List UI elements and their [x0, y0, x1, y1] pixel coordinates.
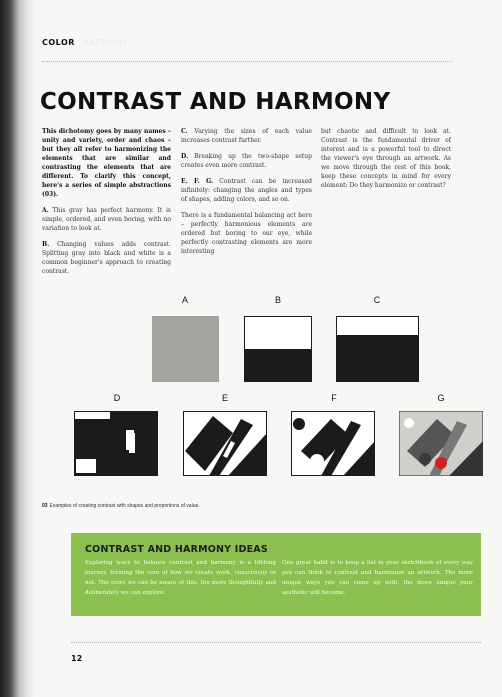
- text-c: Varying the sizes of each value increases contrast further.: [181, 128, 312, 144]
- caption-number: 03: [42, 503, 48, 509]
- page-title: CONTRAST AND HARMONY: [40, 89, 391, 115]
- ideas-box-column-2: One great habit is to keep a list in your sketchbook of every way you can think to contrast and harmonize an artwork. The more unique ways you can come up with, the more unique your aesthetic will become.: [282, 560, 473, 596]
- figure-label-c: C: [373, 295, 381, 305]
- figure-caption: [42, 503, 200, 509]
- figure-d-broken-shapes: [74, 411, 158, 476]
- caption-text: Examples of creating contrast with shapes and proportions of value.: [49, 503, 200, 509]
- paragraph-b: [42, 240, 171, 276]
- page-number: 12: [71, 654, 83, 663]
- paragraph-efg: [181, 177, 312, 204]
- figure-c-weighted-square: [336, 316, 419, 382]
- text-b: Changing values adds contrast. Splitting gray into black and white is a common beginner's approach to creating contrast.: [42, 241, 171, 275]
- figure-label-b: B: [274, 295, 281, 305]
- text-column-1: [42, 127, 171, 283]
- section-label: COLOR: [42, 38, 75, 47]
- lead-c: C.: [181, 128, 188, 135]
- section-header: [42, 38, 128, 47]
- paragraph-a: [42, 206, 171, 233]
- lead-b: B.: [42, 241, 50, 248]
- ideas-box-column-1: Exploring ways to balance contrast and harmony is a lifelong journey, forming the core of how we create work, consciously or not. The more we can be aware of this, the more thoughtfully and deliberately we can explore.: [85, 560, 276, 596]
- figure-f-mixed-shapes: [291, 411, 375, 476]
- section-ghost-label: HARMONY: [82, 38, 128, 47]
- lead-efg: E. F. G.: [181, 178, 214, 185]
- figure-e-angled-shapes: [183, 411, 267, 476]
- intro-paragraph: This dichotomy goes by many names – unity and variety, order and chaos – but they all refer to harmonizing the elements that are similar and contrasting the elements that are different. To clarify this concept, here's a series of simple abstractions (03).: [42, 128, 171, 198]
- lead-d: D.: [181, 153, 189, 160]
- header-divider: [42, 61, 452, 62]
- figure-label-f: F: [331, 393, 337, 403]
- figure-a-gray-square: [152, 316, 219, 382]
- figure-g-color-shapes: [399, 411, 483, 476]
- figure-label-g: G: [437, 393, 445, 403]
- ideas-box: [71, 533, 481, 616]
- figure-b-split-square: [244, 316, 312, 382]
- text-d: Breaking up the two-shape setup creates even more contrast.: [181, 153, 312, 169]
- paragraph-contrast: but chaotic and difficult to look at. Contrast is the fundamental driver of interest and is a powerful tool to direct the viewer's eye through an artwork. As we move through the rest of this book, keep these concepts in mind for every element: Do they harmonize or contrast?: [321, 128, 451, 189]
- ideas-box-title: CONTRAST AND HARMONY IDEAS: [85, 544, 268, 555]
- figure-label-e: E: [221, 393, 228, 403]
- book-spine: [0, 0, 34, 697]
- text-efg: Contrast can be increased infinitely: changing the angles and types of shapes, adding colors, and so on.: [181, 178, 312, 203]
- paragraph-balance: There is a fundamental balancing act here – perfectly harmonious elements are ordered but boring to our eye, while perfectly contrasting elements are more interesting: [181, 212, 312, 255]
- paragraph-c: [181, 127, 312, 145]
- text-column-2: [181, 127, 312, 263]
- figure-label-d: D: [113, 393, 121, 403]
- paragraph-d: [181, 152, 312, 170]
- text-column-3: [321, 127, 451, 197]
- text-a: This gray has perfect harmony. It is simple, ordered, and even boring, with no variation to look at.: [42, 207, 171, 232]
- figure-label-a: A: [181, 295, 188, 305]
- lead-a: A.: [42, 207, 49, 214]
- footer-divider: [71, 642, 481, 643]
